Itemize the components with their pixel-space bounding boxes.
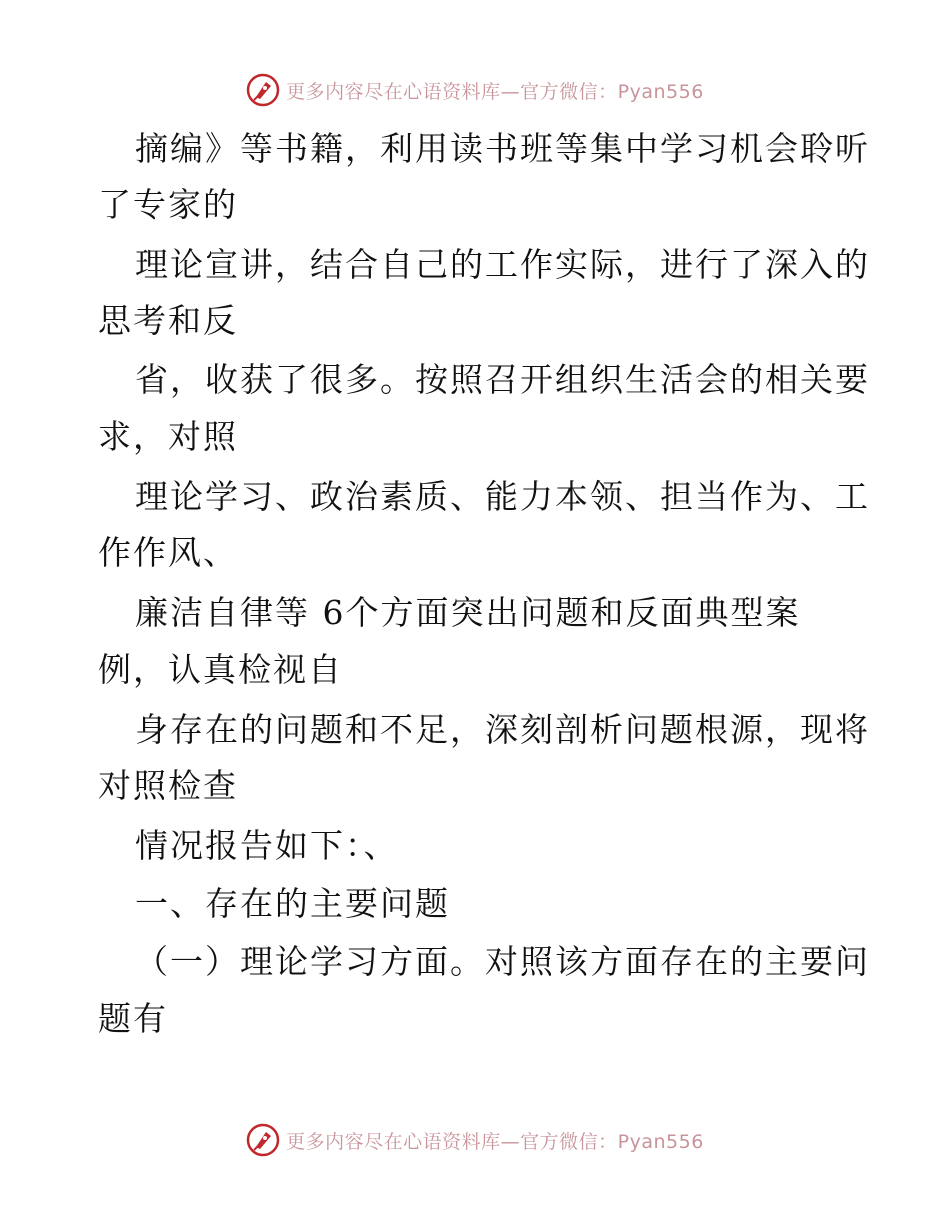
body-line: 理论宣讲，结合自己的工作实际，进行了深入的 — [135, 245, 870, 284]
body-line: 题有 — [98, 999, 168, 1038]
body-line: 廉洁自律等 6个方面突出问题和反面典型案 — [135, 593, 801, 632]
header-banner-text: 更多内容尽在心语资料库—官方微信：Pyan556 — [286, 80, 704, 103]
body-line: 理论学习、政治素质、能力本领、担当作为、工 — [135, 477, 870, 516]
pen-nib-logo-icon — [246, 1123, 280, 1157]
body-line: 对照检查 — [98, 766, 238, 805]
pen-nib-logo-icon — [246, 73, 280, 107]
body-line: 思考和反 — [98, 301, 238, 340]
body-line: 例，认真检视自 — [98, 650, 343, 689]
body-line: 情况报告如下：、 — [135, 826, 399, 865]
body-line: 身存在的问题和不足，深刻剖析问题根源，现将 — [135, 710, 870, 749]
body-line: 求，对照 — [98, 417, 238, 456]
body-line: 省，收获了很多。按照召开组织生活会的相关要 — [135, 360, 870, 399]
body-line: 作作风、 — [98, 533, 238, 572]
footer-banner — [0, 1120, 950, 1160]
footer-banner-text: 更多内容尽在心语资料库—官方微信：Pyan556 — [286, 1130, 704, 1153]
header-banner — [0, 70, 950, 110]
body-line: 了专家的 — [98, 185, 238, 224]
section-heading: 一、存在的主要问题 — [135, 884, 450, 923]
subsection-heading: （一）理论学习方面。对照该方面存在的主要问 — [135, 942, 870, 981]
body-line: 摘编》等书籍，利用读书班等集中学习机会聆听 — [135, 129, 870, 168]
